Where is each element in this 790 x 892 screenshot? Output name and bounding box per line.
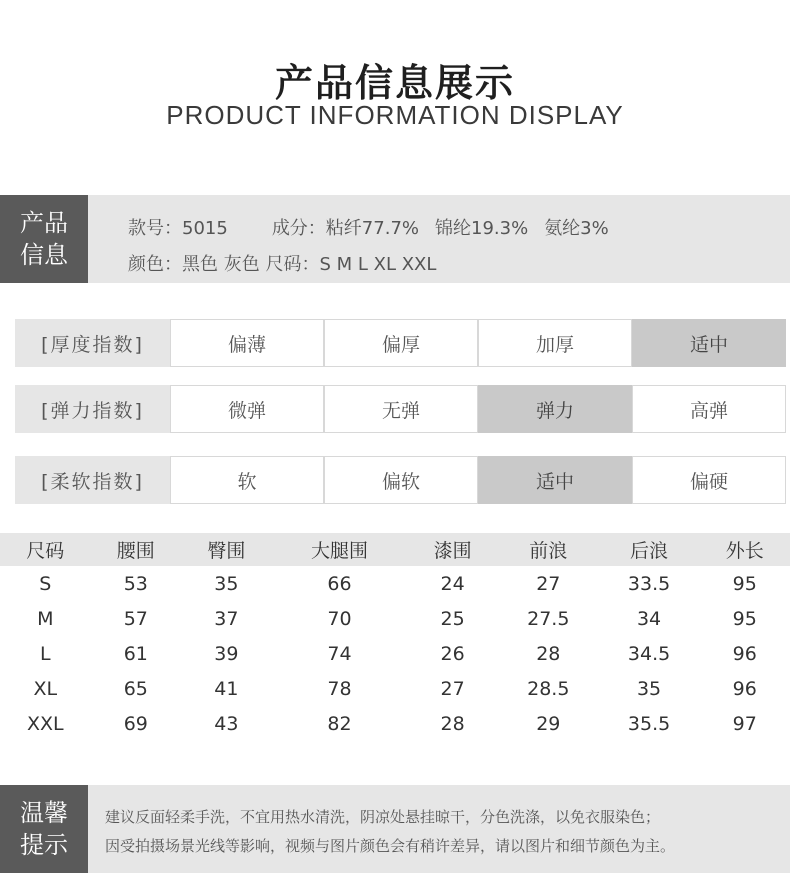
composition-third: 氨纶3% — [544, 218, 609, 239]
table-row — [0, 671, 790, 706]
softness-index-label: [柔软指数] — [15, 456, 170, 504]
elasticity-index-row — [15, 385, 786, 433]
softness-option-slightly-soft: 偏软 — [324, 456, 478, 504]
table-cell: 28 — [536, 642, 561, 665]
table-cell: 34 — [636, 607, 662, 630]
softness-index-row — [15, 456, 786, 504]
table-cell: 25 — [440, 607, 465, 630]
product-colors: 颜色：黑色 灰色 — [128, 254, 260, 275]
softness-option-firm: 偏硬 — [632, 456, 786, 504]
table-cell: 35 — [636, 677, 662, 700]
table-cell: 96 — [732, 642, 757, 665]
page-subtitle: PRODUCT INFORMATION DISPLAY — [166, 100, 624, 130]
table-row — [0, 601, 790, 636]
header-hip: 臀围 — [181, 533, 272, 566]
table-cell: 69 — [123, 712, 148, 735]
header-back-rise: 后浪 — [599, 533, 700, 566]
thickness-option-thin: 偏薄 — [170, 319, 324, 367]
composition-main: 成分：粘纤77.7% — [271, 218, 419, 239]
table-cell: 35 — [214, 572, 239, 595]
table-cell: 78 — [327, 677, 352, 700]
table-row — [0, 566, 790, 601]
style-number: 款号：5015 — [128, 218, 228, 239]
notice-label — [0, 785, 88, 873]
table-cell: 34.5 — [627, 642, 671, 665]
table-cell: 35.5 — [627, 712, 671, 735]
elasticity-option-high: 高弹 — [632, 385, 786, 433]
notice-line2: 因受拍摄场景光线等影响，视频与图片颜色会有稍许差异，请以图片和细节颜色为主。 — [105, 837, 676, 855]
thickness-option-thick: 偏厚 — [324, 319, 478, 367]
table-row — [0, 706, 790, 741]
header-outseam: 外长 — [699, 533, 790, 566]
table-cell: 37 — [214, 607, 239, 630]
header-front-rise: 前浪 — [498, 533, 599, 566]
thickness-index-label: [厚度指数] — [15, 319, 170, 367]
notice-band — [0, 785, 790, 873]
product-info-label-line2: 信息 — [20, 241, 68, 269]
table-cell: 82 — [327, 712, 352, 735]
thickness-option-extra-thick: 加厚 — [478, 319, 632, 367]
table-cell: 27.5 — [527, 607, 570, 630]
table-cell: 66 — [327, 572, 352, 595]
product-info-label — [0, 195, 88, 283]
page-title: 产品信息展示 — [274, 61, 515, 105]
header-knee: 漆围 — [407, 533, 498, 566]
table-cell: 74 — [327, 642, 352, 665]
table-cell: S — [39, 572, 52, 595]
notice-line1: 建议反面轻柔手洗，不宜用热水清洗，阴凉处悬挂晾干，分色洗涤，以免衣服染色； — [105, 808, 661, 826]
notice-label-line1: 温馨 — [20, 799, 68, 827]
table-cell: 33.5 — [627, 572, 671, 595]
product-info-label-line1: 产品 — [20, 209, 68, 237]
elasticity-option-slight: 微弹 — [170, 385, 324, 433]
softness-option-soft: 软 — [170, 456, 324, 504]
product-sizes: 尺码：S M L XL XXL — [265, 254, 437, 275]
header-waist: 腰围 — [91, 533, 182, 566]
header-thigh: 大腿围 — [272, 533, 408, 566]
size-table — [0, 533, 790, 741]
thickness-option-medium: 适中 — [632, 319, 786, 367]
product-info-band — [0, 195, 790, 283]
table-cell: 95 — [732, 607, 757, 630]
thickness-index-row — [15, 319, 786, 367]
table-cell: 41 — [214, 677, 239, 700]
elasticity-option-elastic: 弹力 — [478, 385, 632, 433]
table-cell: XXL — [26, 712, 64, 735]
table-cell: 28.5 — [527, 677, 570, 700]
table-cell: 24 — [440, 572, 465, 595]
elasticity-option-none: 无弹 — [324, 385, 478, 433]
composition-second: 锦纶19.3% — [435, 218, 529, 239]
notice-label-line2: 提示 — [20, 831, 68, 859]
table-row — [0, 636, 790, 671]
product-info-line2 — [128, 250, 436, 276]
table-cell: 43 — [214, 712, 239, 735]
header-size: 尺码 — [0, 533, 91, 566]
product-info-line1 — [128, 214, 609, 240]
table-cell: 28 — [440, 712, 465, 735]
softness-option-medium: 适中 — [478, 456, 632, 504]
table-cell: 97 — [732, 712, 757, 735]
table-cell: 57 — [123, 607, 148, 630]
table-cell: M — [37, 607, 54, 630]
table-cell: 26 — [440, 642, 465, 665]
table-cell: 65 — [123, 677, 148, 700]
table-cell: 53 — [123, 572, 148, 595]
table-cell: 27 — [536, 572, 561, 595]
table-cell: 27 — [440, 677, 465, 700]
table-cell: 70 — [327, 607, 352, 630]
table-cell: 29 — [536, 712, 561, 735]
table-cell: 95 — [732, 572, 757, 595]
table-cell: 39 — [214, 642, 239, 665]
table-cell: XL — [33, 677, 58, 700]
size-table-header — [0, 533, 790, 566]
table-cell: 96 — [732, 677, 757, 700]
elasticity-index-label: [弹力指数] — [15, 385, 170, 433]
table-cell: L — [39, 642, 51, 665]
table-cell: 61 — [123, 642, 148, 665]
